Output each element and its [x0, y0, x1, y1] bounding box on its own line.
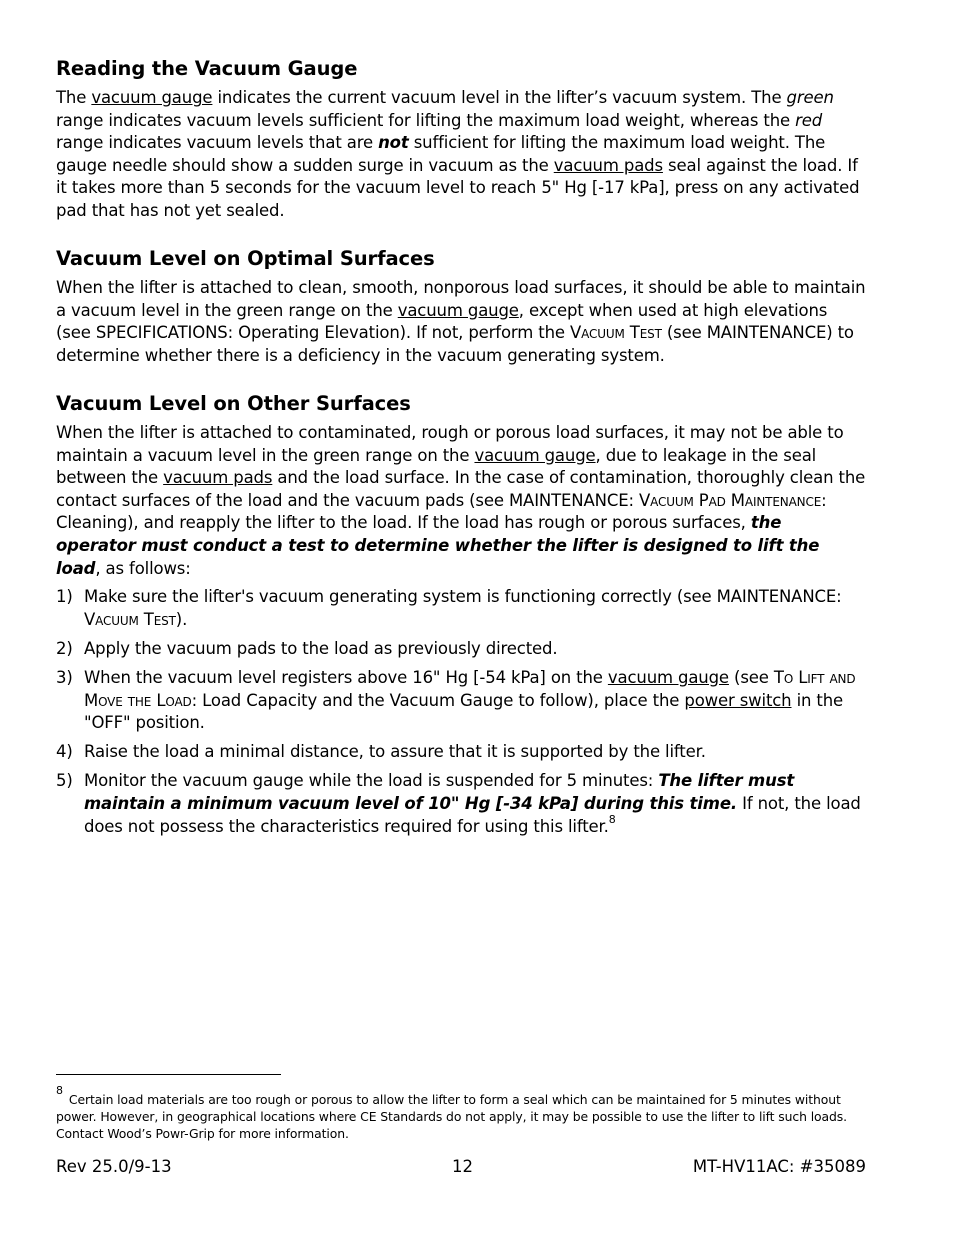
link-vacuum-gauge: vacuum gauge — [397, 300, 519, 320]
section-paragraph: When the lifter is attached to contaminated, rough or porous load surfaces, it may not be able to maintain a vacuum level in the green range on the vacuum gauge, due to leakage in the seal between the vacuum pads and the load surface. In the case of contamination, thoroughly clean the contact surfaces of the load and the vacuum pads (see MAINTENANCE: Vacuum Pad Maintenance: Cleaning), and reapply the lifter to the load. If the load has rough or porous surfaces, the operator must conduct a test to determine whether the lifter is designed to lift the load, as follows: — [56, 423, 866, 578]
term-red: red — [795, 110, 823, 130]
list-item: 5) Monitor the vacuum gauge while the load is suspended for 5 minutes: The lifter must maintain a minimum vacuum level of 10" Hg [-34 kPa] during this time. If not, the load does not possess the characteristics required for using this lifter.$^8$ — [56, 771, 861, 836]
section-paragraph: The vacuum gauge indicates the current vacuum level in the lifter’s vacuum system. The green range indicates vacuum levels sufficient for lifting the maximum load weight, whereas the red range indicates vacuum levels that are not sufficient for lifting the maximum load weight. The gauge needle should show a sudden surge in vacuum as the vacuum pads seal against the load. If it takes more than 5 seconds for the vacuum level to reach 5" Hg [-17 kPa], press on any activated pad that has not yet sealed. — [56, 88, 860, 220]
footnote — [56, 1083, 871, 1143]
list-item: 4) Raise the load a minimal distance, to assure that it is supported by the lifter. — [56, 742, 706, 762]
link-vacuum-pads: vacuum pads — [163, 468, 273, 488]
footnote-separator — [56, 1074, 281, 1075]
footnote-reference: 8 — [608, 813, 616, 826]
term-green: green — [786, 88, 834, 107]
ref-vacuum-pad-maintenance: Vacuum Pad Maintenance — [638, 490, 822, 510]
footnote-text: Certain load materials are too rough or porous to allow the lifter to form a seal which can be maintained for 5 minutes without power. However, in geographical locations where CE Standards do not apply, it may be possible to use the lifter to lift such loads. Contact Wood’s Powr-Grip for more information. — [56, 1092, 847, 1142]
footnote-marker: 8 — [56, 1083, 63, 1097]
emphasis-not: not — [378, 133, 409, 153]
footer-page-number: 12 — [452, 1157, 473, 1176]
link-vacuum-gauge: vacuum gauge — [91, 88, 213, 107]
link-vacuum-pads: vacuum pads — [553, 155, 663, 175]
emphasis-minimum-vacuum: The lifter must maintain a minimum vacuum level of 10" Hg [-34 kPa] during this time. — [84, 771, 795, 813]
section-paragraph: When the lifter is attached to clean, smooth, nonporous load surfaces, it should be able to maintain a vacuum level in the green range on the vacuum gauge, except when used at high elevations (see SPECIFICATIONS: Operating Elevation). If not, perform the Vacuum Test (see MAINTENANCE) to determine whether there is a deficiency in the vacuum generating system. — [56, 278, 866, 365]
section-heading: Reading the Vacuum Gauge — [56, 57, 358, 80]
link-power-switch: power switch — [684, 690, 792, 710]
footer-revision: Rev 25.0/9-13 — [56, 1157, 172, 1176]
link-vacuum-gauge: vacuum gauge — [474, 445, 596, 465]
footer-doc-id: MT-HV11AC: #35089 — [692, 1157, 866, 1176]
emphasis-operator-test: the operator must conduct a test to determine whether the lifter is designed to lift the load — [56, 513, 820, 578]
list-item: 2) Apply the vacuum pads to the load as previously directed. — [56, 638, 558, 658]
section-optimal-surfaces — [56, 247, 866, 367]
section-heading: Vacuum Level on Optimal Surfaces — [56, 247, 435, 270]
list-item: 3) When the vacuum level registers above 16" Hg [-54 kPa] on the vacuum gauge (see To Lift and Move the Load: Load Capacity and the Vacuum Gauge to follow), place the power switch in the "OFF" position. — [56, 667, 856, 733]
section-reading-vacuum-gauge — [56, 57, 866, 223]
list-item: 1) Make sure the lifter's vacuum generating system is functioning correctly (see MAINTENANCE: Vacuum Test). — [56, 587, 842, 629]
procedure-steps — [56, 586, 866, 838]
section-other-surfaces — [56, 392, 866, 845]
ref-vacuum-test: Vacuum Test — [570, 323, 662, 343]
link-vacuum-gauge: vacuum gauge — [607, 667, 729, 687]
section-heading: Vacuum Level on Other Surfaces — [56, 392, 411, 415]
